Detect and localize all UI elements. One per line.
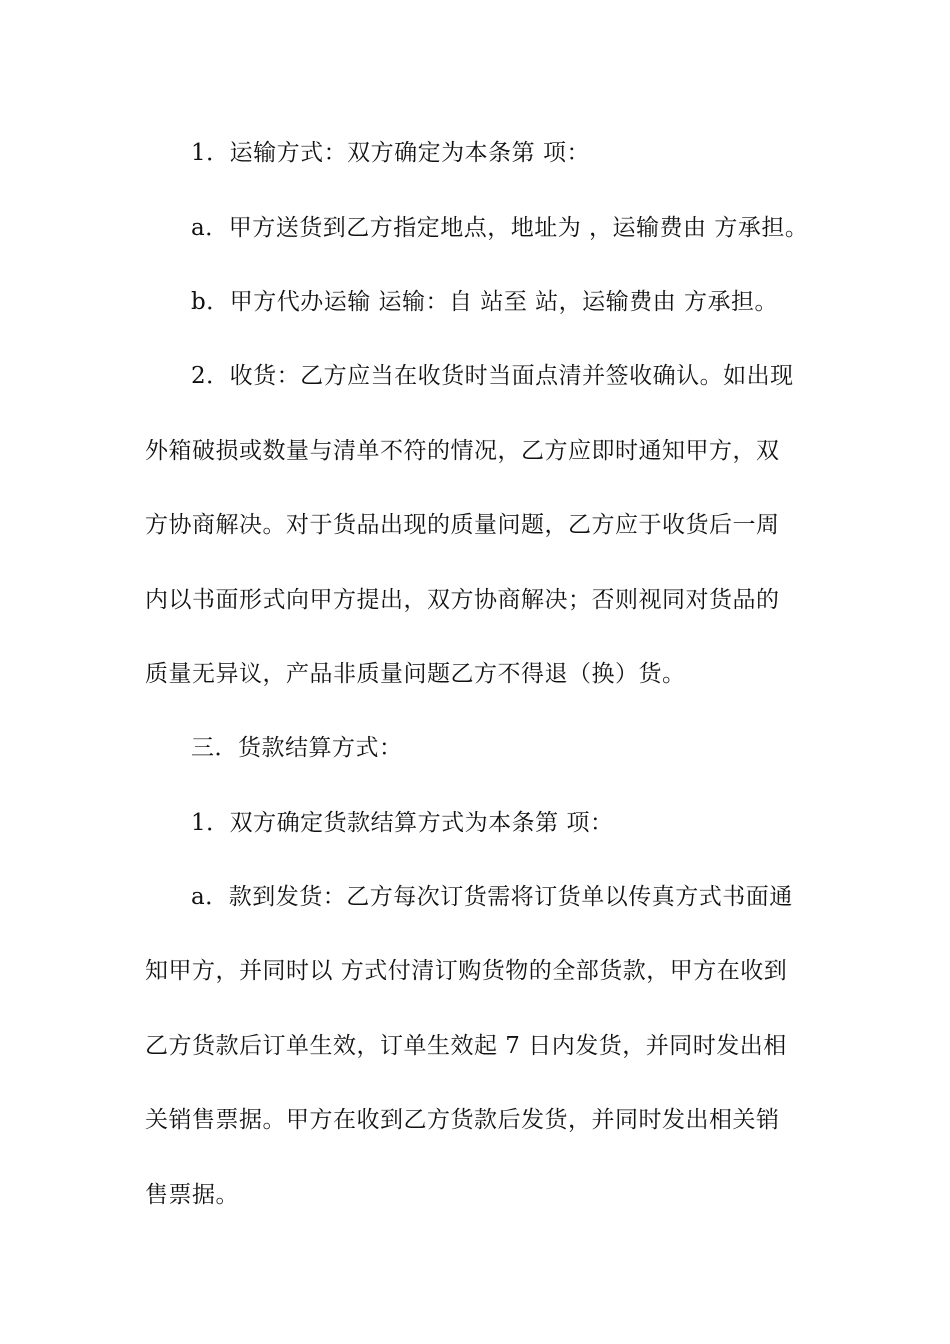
paragraph-payment-a-line-5: 售票据。 (145, 1182, 239, 1208)
paragraph-receiving-line-5: 质量无异议，产品非质量问题乙方不得退（换）货。 (145, 661, 686, 687)
paragraph-payment-a-line-2: 知甲方，并同时以 方式付清订购货物的全部货款，甲方在收到 (145, 958, 788, 984)
paragraph-receiving-line-1: 2．收货：乙方应当在收货时当面点清并签收确认。如出现 (191, 363, 794, 389)
paragraph-payment-method: 1．双方确定货款结算方式为本条第 项： (191, 810, 614, 836)
paragraph-option-b-shipping: b．甲方代办运输 运输：自 站至 站，运输费由 方承担。 (191, 289, 778, 315)
paragraph-payment-a-line-4: 关销售票据。甲方在收到乙方货款后发货，并同时发出相关销 (145, 1107, 780, 1133)
paragraph-transport-method: 1．运输方式：双方确定为本条第 项： (191, 140, 590, 166)
paragraph-receiving-line-2: 外箱破损或数量与清单不符的情况，乙方应即时通知甲方，双 (145, 438, 780, 464)
paragraph-payment-a-line-1: a．款到发货：乙方每次订货需将订货单以传真方式书面通 (191, 884, 793, 910)
paragraph-option-a-delivery: a．甲方送货到乙方指定地点，地址为 ，运输费由 方承担。 (191, 215, 809, 241)
paragraph-payment-a-line-3: 乙方货款后订单生效，订单生效起 7 日内发货，并同时发出相 (145, 1033, 787, 1059)
paragraph-receiving-line-4: 内以书面形式向甲方提出，双方协商解决；否则视同对货品的 (145, 587, 780, 613)
section-heading-payment: 三．货款结算方式： (191, 735, 403, 761)
paragraph-receiving-line-3: 方协商解决。对于货品出现的质量问题，乙方应于收货后一周 (145, 512, 780, 538)
